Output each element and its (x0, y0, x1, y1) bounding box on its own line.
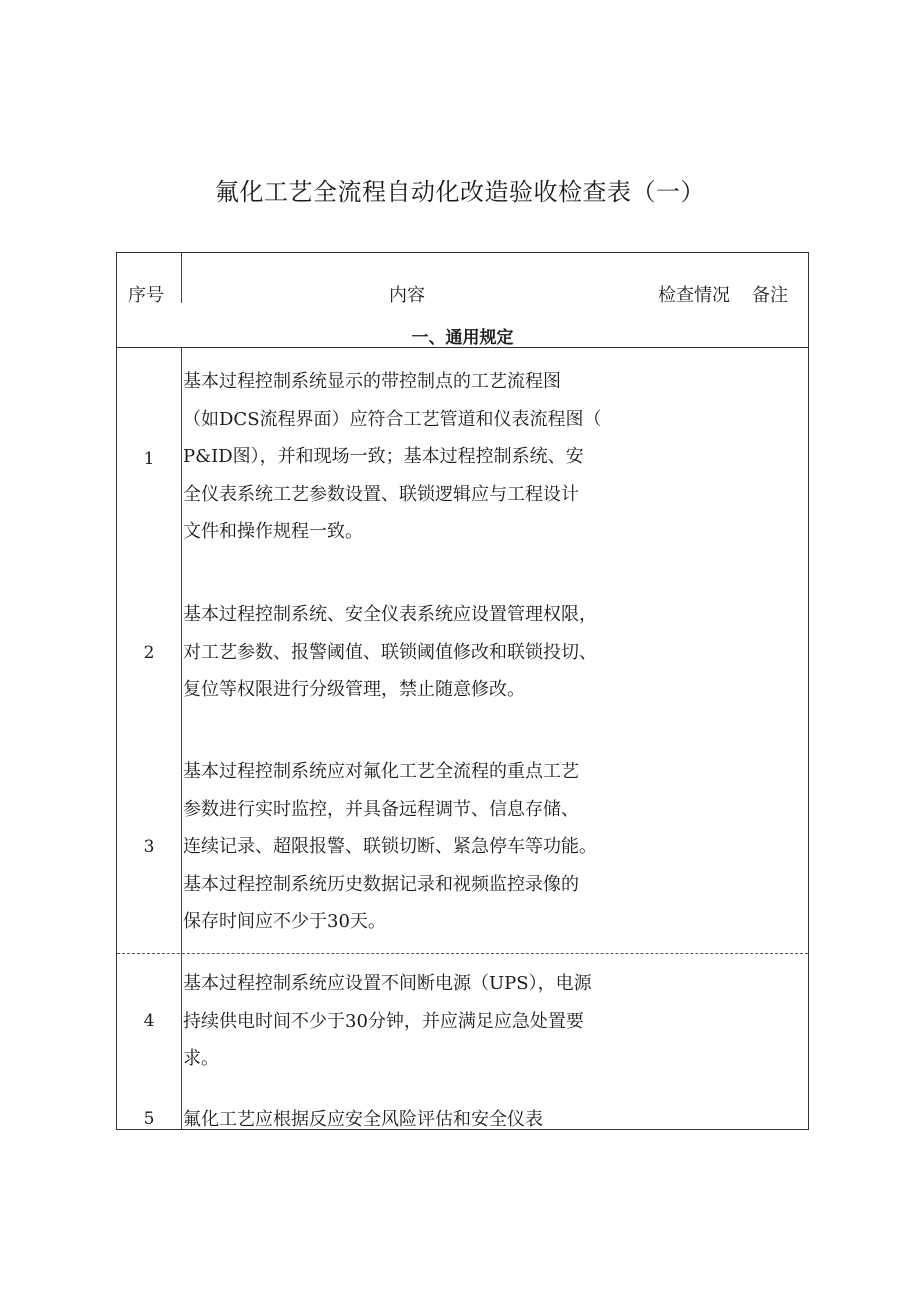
seq-column-divider (181, 347, 182, 953)
document-title: 氟化工艺全流程自动化改造验收检查表（一） (215, 178, 705, 206)
inspection-table (116, 252, 809, 1130)
item-content: 基本过程控制系统应对氟化工艺全流程的重点工艺 参数进行实时监控，并具备远程调节、信息存储、 连续记录、超限报警、联锁切断、紧急停车等功能。 基本过程控制系统历史数据记录和视频监控录像的 保存时间应不少于30天。 (183, 761, 597, 932)
header-check: 检查情况 (658, 285, 730, 306)
header-divider (181, 253, 182, 303)
item-content: 基本过程控制系统、安全仪表系统应设置管理权限， 对工艺参数、报警阈值、联锁阈值修改和联锁投切、 复位等权限进行分级管理，禁止随意修改。 (183, 604, 597, 700)
item-content: 基本过程控制系统显示的带控制点的工艺流程图 （如DCS流程界面）应符合工艺管道和仪表流程图（ P&ID图），并和现场一致；基本过程控制系统、安 全仪表系统工艺参数设置、联锁逻辑应与工程设计 文件和操作规程一致。 (183, 371, 602, 542)
item-seq: 4 (143, 1011, 155, 1031)
section-bottom-border (117, 347, 808, 348)
item-seq: 2 (143, 643, 155, 663)
header-remark: 备注 (752, 285, 788, 306)
header-content: 内容 (389, 285, 425, 306)
item-seq: 5 (143, 1109, 155, 1129)
header-seq: 序号 (128, 285, 164, 306)
item-seq: 1 (143, 449, 155, 469)
seq-column-divider-lower (181, 953, 182, 1129)
item-seq: 3 (143, 837, 155, 857)
item-content: 氟化工艺应根据反应安全风险评估和安全仪表 (183, 1109, 543, 1130)
section-heading: 一、通用规定 (411, 328, 514, 348)
item-content: 基本过程控制系统应设置不间断电源（UPS），电源 持续供电时间不少于30分钟，并应满足应急处置要 求。 (183, 973, 592, 1069)
block-divider (117, 953, 808, 954)
